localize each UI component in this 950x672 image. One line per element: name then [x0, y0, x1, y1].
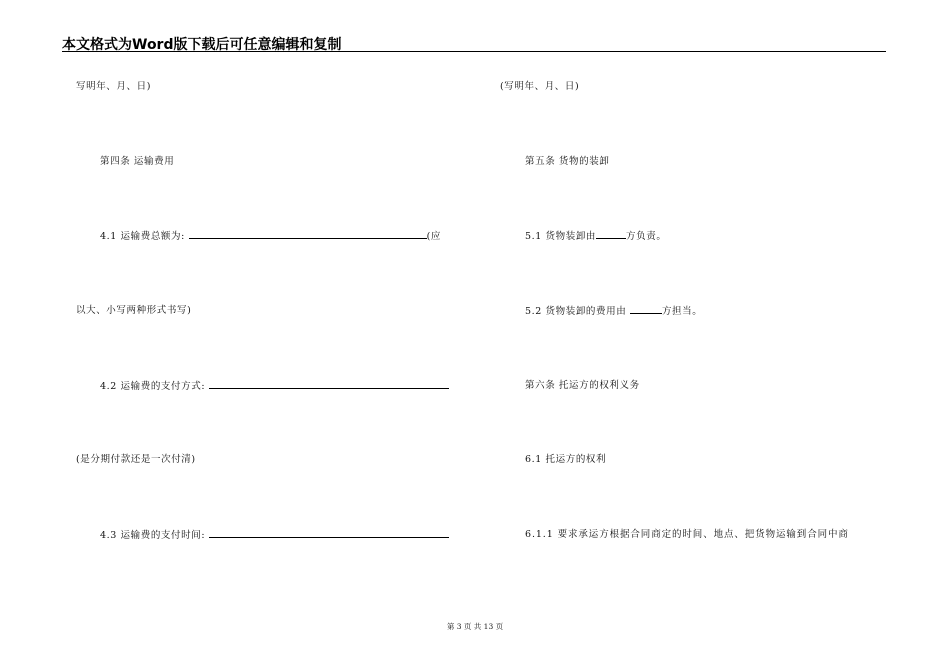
payment-time-blank — [209, 528, 449, 538]
article-6-title: 第六条 托运方的权利义务 — [525, 380, 640, 391]
right-date-note: (写明年、月、日) — [500, 81, 580, 92]
article-4-title: 第四条 运输费用 — [100, 156, 175, 167]
header-divider — [62, 51, 886, 52]
clause-5-2-text-b: 方担当。 — [661, 306, 703, 317]
clause-4-1-label: 4.1 运输费总额为: — [100, 231, 185, 242]
left-date-note: 写明年、月、日) — [76, 81, 152, 92]
clause-4-3 — [100, 528, 449, 542]
article-5-title: 第五条 货物的装卸 — [525, 156, 610, 167]
clause-5-1 — [525, 229, 666, 243]
clause-5-2-text-a: 5.2 货物装卸的费用由 — [525, 306, 627, 317]
loading-cost-party-blank — [630, 304, 662, 314]
total-fee-blank — [189, 229, 427, 239]
clause-5-2 — [525, 304, 702, 318]
clause-4-1 — [100, 229, 441, 243]
clause-6-1-1: 6.1.1 要求承运方根据合同商定的时间、地点、把货物运输到合同中商 — [525, 529, 849, 540]
clause-4-2-label: 4.2 运输费的支付方式: — [100, 381, 206, 392]
clause-4-1-suffix: (应 — [426, 231, 441, 242]
loading-party-blank — [596, 229, 626, 239]
document-header-title: 本文格式为Word版下载后可任意编辑和复制 — [62, 37, 342, 53]
clause-5-1-text-a: 5.1 货物装卸由 — [525, 231, 597, 242]
clause-4-2-continuation: (是分期付款还是一次付清) — [76, 454, 196, 465]
clause-4-3-label: 4.3 运输费的支付时间: — [100, 530, 206, 541]
clause-5-1-text-b: 方负责。 — [626, 231, 667, 242]
clause-6-1: 6.1 托运方的权利 — [525, 454, 607, 465]
clause-4-2 — [100, 379, 449, 393]
clause-4-1-continuation: 以大、小写两种形式书写) — [76, 305, 192, 316]
page-number: 第 3 页 共 13 页 — [446, 622, 504, 631]
payment-method-blank — [209, 379, 449, 389]
